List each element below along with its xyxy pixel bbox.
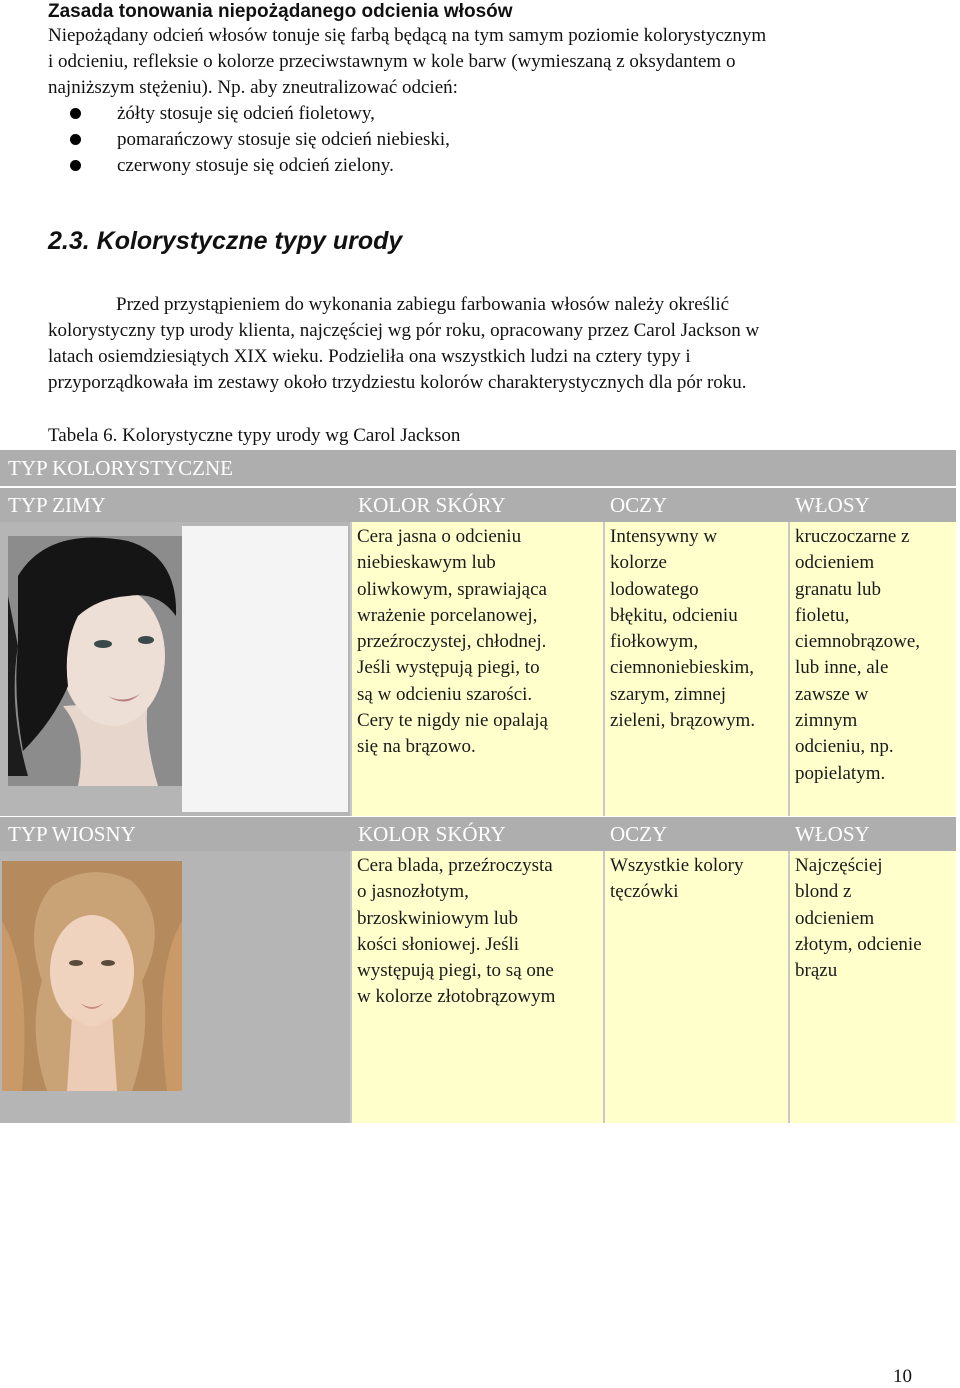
cell-line: kolorze [610, 552, 667, 574]
cell-line: blond z [795, 881, 852, 903]
cell-line: fioletu, [795, 604, 850, 626]
cell-line: Intensywny w [610, 526, 718, 547]
paragraph-line: i odcieniu, refleksie o kolorze przeciwstawnym w kole barw (wymieszaną z oksydantem o [48, 51, 736, 72]
type-label: TYP ZIMY [8, 493, 106, 517]
cell-line: kruczoczarne z [795, 526, 910, 547]
paragraph-line: latach osiemdziesiątych XIX wieku. Podzieliła ona wszystkich ludzi na cztery typy i [48, 346, 691, 367]
paragraph-line: Niepożądany odcień włosów tonuje się farbą będącą na tym samym poziomie kolorystycznym [48, 25, 767, 46]
cell-line: ciemnoniebieskim, [610, 657, 755, 679]
cell-line: błękitu, odcieniu [610, 604, 738, 626]
table-header-row-spring [0, 817, 956, 851]
column-header-skin: KOLOR SKÓRY [358, 493, 506, 517]
cell-line: brzoskwiniowym lub [357, 907, 518, 929]
spring-portrait-image [2, 861, 182, 1091]
cell-line: zieleni, brązowym. [610, 710, 756, 732]
section-heading-toning: Zasada tonowania niepożądanego odcienia włosów [48, 1, 513, 22]
table-title: TYP KOLORYSTYCZNE [8, 456, 233, 480]
cell-line: szarym, zimnej [610, 683, 727, 705]
cell-line: są w odcieniu szarości. [357, 683, 533, 705]
paragraph-line: przyporządkowała im zestawy około trzydziestu kolorów charakterystycznych dla pór roku. [48, 372, 747, 393]
column-header-skin: KOLOR SKÓRY [358, 822, 506, 846]
cell-line: brązu [795, 960, 838, 982]
cell-line: fiołkowym, [610, 631, 699, 653]
cell-line: o jasnozłotym, [357, 881, 469, 903]
cell-line: granatu lub [795, 578, 882, 600]
table-header-row-winter [0, 488, 956, 522]
cell-line: popielatym. [795, 762, 886, 784]
cell-line: złotym, odcienie [795, 933, 922, 955]
cell-line: przeźroczystej, chłodnej. [357, 631, 547, 653]
winter-eyes-cell [603, 522, 788, 816]
photo-cell [0, 522, 350, 816]
cell-line: wrażenie porcelanowej, [357, 604, 538, 626]
spring-hair-cell [788, 851, 956, 1123]
cell-line: odcieniu, np. [795, 736, 894, 758]
list-item: pomarańczowy stosuje się odcień niebieski, [117, 129, 450, 150]
cell-line: Cera jasna o odcieniu [357, 526, 522, 547]
cell-line: tęczówki [610, 881, 679, 903]
bullet-icon [70, 108, 81, 119]
cell-line: odcieniem [795, 552, 875, 574]
column-header-eyes: OCZY [610, 493, 668, 517]
column-header-hair: WŁOSY [795, 493, 870, 517]
cell-line: Cera blada, przeźroczysta [357, 855, 553, 876]
spring-skin-cell [350, 851, 603, 1123]
winter-hair-cell [788, 522, 956, 816]
table-caption: Tabela 6. Kolorystyczne typy urody wg Carol Jackson [48, 425, 461, 446]
cell-line: się na brązowo. [357, 736, 476, 758]
cell-line: zawsze w [795, 683, 869, 705]
winter-skin-cell [350, 522, 603, 816]
cell-line: Najczęściej [795, 855, 883, 876]
list-item: żółty stosuje się odcień fioletowy, [117, 103, 375, 124]
bullet-icon [70, 134, 81, 145]
cell-line: lodowatego [610, 578, 699, 600]
cell-line: lub inne, ale [795, 657, 889, 679]
cell-line: Wszystkie kolory [610, 855, 744, 876]
column-header-eyes: OCZY [610, 822, 668, 846]
photo-cell [0, 851, 350, 1123]
cell-line: występują piegi, to są one [357, 960, 554, 982]
winter-portrait-image [8, 536, 182, 786]
table-title-row [0, 450, 956, 486]
cell-line: Cery te nigdy nie opalają [357, 710, 548, 732]
paragraph-line: Przed przystąpieniem do wykonania zabiegu farbowania włosów należy określić [116, 294, 730, 315]
paragraph-line: najniższym stężeniu). Np. aby zneutralizować odcień: [48, 77, 458, 98]
type-label: TYP WIOSNY [8, 822, 136, 846]
cell-line: niebieskawym lub [357, 552, 496, 574]
cell-line: ciemnobrązowe, [795, 631, 921, 653]
paragraph-line: kolorystyczny typ urody klienta, najczęściej wg pór roku, opracowany przez Carol Jackson w [48, 320, 760, 341]
list-item: czerwony stosuje się odcień zielony. [117, 155, 394, 176]
cell-line: Jeśli występują piegi, to [357, 657, 540, 679]
cell-line: odcieniem [795, 907, 875, 929]
page-number: 10 [893, 1366, 912, 1387]
section-heading-beauty-types: 2.3. Kolorystyczne typy urody [48, 227, 403, 255]
cell-line: zimnym [795, 710, 858, 732]
cell-line: w kolorze złotobrązowym [357, 986, 556, 1008]
spring-eyes-cell [603, 851, 788, 1123]
column-header-hair: WŁOSY [795, 822, 870, 846]
bullet-icon [70, 160, 81, 171]
photo-background [182, 526, 348, 812]
cell-line: oliwkowym, sprawiająca [357, 578, 547, 600]
cell-line: kości słoniowej. Jeśli [357, 933, 520, 955]
